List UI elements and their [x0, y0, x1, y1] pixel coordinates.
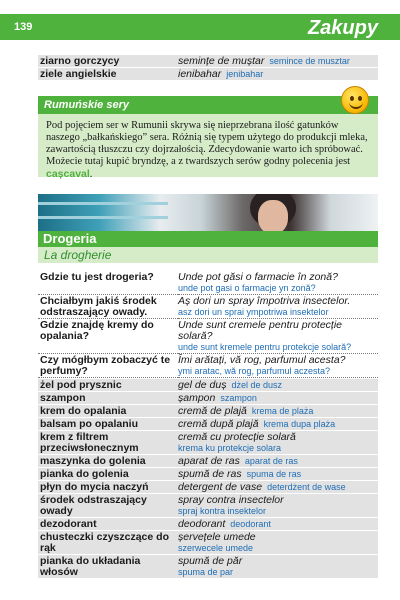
cheese-highlight: cașcaval: [46, 168, 90, 180]
pronunciation: szampon: [220, 393, 257, 403]
drogeria-title: Drogeria: [43, 231, 97, 246]
romanian-cell: [178, 68, 378, 81]
phrase-row: [38, 392, 378, 405]
polish-phrase: szampon: [38, 392, 178, 405]
romanian-cell: [178, 481, 378, 494]
pronunciation: dżel de dusz: [231, 380, 283, 390]
page-number: 139: [14, 21, 33, 33]
romanian-cell: [178, 354, 378, 378]
romanian-cell: [178, 555, 378, 579]
smiley-icon: [341, 86, 369, 114]
cheese-info-box: [38, 96, 378, 180]
phrase-row: [38, 555, 378, 579]
romanian-cell: [178, 468, 378, 481]
cheese-text-end: .: [89, 169, 93, 180]
romanian-phrase: cremă cu protecție solară: [178, 431, 296, 443]
phrase-row: [38, 494, 378, 518]
romanian-phrase: ienibahar: [178, 68, 222, 80]
pronunciation: krema dupa plaża: [263, 419, 336, 429]
phrase-row: [38, 481, 378, 494]
romanian-phrase: semințe de muștar: [178, 55, 265, 67]
romanian-phrase: deodorant: [178, 518, 226, 530]
romanian-cell: [178, 379, 378, 392]
phrase-row: [38, 271, 378, 295]
romanian-cell: [178, 455, 378, 468]
pronunciation: deodorant: [230, 519, 271, 529]
phrase-row: [38, 379, 378, 392]
pronunciation: deterdżent de wase: [267, 482, 346, 492]
polish-phrase: maszynka do golenia: [38, 455, 178, 468]
polish-phrase: Gdzie znajdę kremy do opalania?: [38, 319, 178, 354]
phrase-row: [38, 295, 378, 319]
drogeria-subtitle-bar: [38, 247, 378, 263]
pronunciation: unde sunt kremele pentru protekcje solară?: [178, 342, 352, 352]
phrase-row: [38, 468, 378, 481]
phrase-row: [38, 518, 378, 531]
polish-phrase: ziarno gorczycy: [38, 55, 178, 68]
polish-phrase: żel pod prysznic: [38, 379, 178, 392]
romanian-phrase: Unde pot găsi o farmacie în zonă?: [178, 271, 338, 283]
drogeria-header: [38, 231, 378, 247]
romanian-phrase: aparat de ras: [178, 455, 240, 467]
polish-phrase: ziele angielskie: [38, 68, 178, 81]
pronunciation: szerwecele umede: [178, 543, 254, 553]
romanian-cell: [178, 55, 378, 68]
drugstore-photo: [38, 194, 378, 231]
romanian-cell: [178, 405, 378, 418]
top-phrase-table: [38, 55, 378, 81]
polish-phrase: pianka do golenia: [38, 468, 178, 481]
romanian-phrase: cremă de plajă: [178, 405, 247, 417]
romanian-phrase: Unde sunt cremele pentru protecție solară?: [178, 319, 343, 342]
polish-phrase: krem do opalania: [38, 405, 178, 418]
polish-phrase: Czy mógłbym zobaczyć te perfumy?: [38, 354, 178, 378]
polish-phrase: dezodorant: [38, 518, 178, 531]
romanian-cell: [178, 392, 378, 405]
polish-phrase: środek odstraszający owady: [38, 494, 178, 518]
pronunciation: spuma de par: [178, 567, 234, 577]
cheese-box-text: [38, 114, 378, 180]
cheese-box-title: Rumuńskie sery: [44, 99, 129, 111]
phrase-row: [38, 455, 378, 468]
romanian-phrase: spumă de păr: [178, 555, 243, 567]
pronunciation: asz dori un sprai ympotriwa insektelor: [178, 307, 329, 317]
phrase-row: [38, 431, 378, 455]
romanian-phrase: detergent de vase: [178, 481, 263, 493]
romanian-cell: [178, 271, 378, 295]
phrase-row: [38, 531, 378, 555]
pronunciation: spraj kontra insektelor: [178, 506, 267, 516]
cheese-box-header: [38, 96, 378, 114]
romanian-phrase: Aș dori un spray împotriva insectelor.: [178, 295, 351, 307]
romanian-phrase: șervețele umede: [178, 531, 256, 543]
polish-phrase: Chciałbym jakiś środek odstraszający owady.: [38, 295, 178, 319]
polish-phrase: Gdzie tu jest drogeria?: [38, 271, 178, 295]
pronunciation: krema ku protekcje solara: [178, 443, 282, 453]
romanian-phrase: cremă după plajă: [178, 418, 259, 430]
romanian-cell: [178, 418, 378, 431]
drogeria-subtitle: La drogherie: [44, 248, 112, 262]
romanian-cell: [178, 319, 378, 354]
pronunciation: unde pot gasi o farmacje yn zonă?: [178, 283, 316, 293]
section-title: Zakupy: [307, 17, 378, 39]
polish-phrase: chusteczki czyszczące do rąk: [38, 531, 178, 555]
romanian-cell: [178, 431, 378, 455]
romanian-phrase: șampon: [178, 392, 216, 404]
polish-phrase: płyn do mycia naczyń: [38, 481, 178, 494]
polish-phrase: pianka do układania włosów: [38, 555, 178, 579]
romanian-cell: [178, 295, 378, 319]
phrase-row: [38, 418, 378, 431]
item-table: [38, 379, 378, 579]
pronunciation: krema de plaża: [251, 406, 314, 416]
pronunciation: semince de musztar: [269, 56, 350, 66]
romanian-cell: [178, 494, 378, 518]
question-table: [38, 271, 378, 378]
romanian-phrase: Îmi arătați, vă rog, parfumul acesta?: [178, 354, 346, 366]
polish-phrase: balsam po opalaniu: [38, 418, 178, 431]
pronunciation: spuma de ras: [246, 469, 302, 479]
romanian-cell: [178, 531, 378, 555]
phrase-row: [38, 319, 378, 354]
phrase-row: [38, 55, 378, 68]
phrase-row: [38, 405, 378, 418]
polish-phrase: krem z filtrem przeciwsłonecznym: [38, 431, 178, 455]
pronunciation: jenibahar: [226, 69, 264, 79]
romanian-phrase: spumă de ras: [178, 468, 242, 480]
cheese-text: Pod pojęciem ser w Rumunii skrywa się nieprzebrana ilość gatunków naszego „bałkańskiego” sera. Różnią się typem użytego do produkcji mleka, zawartością tłuszczu czy dojrzałością. Zdecydowanie warto ich spróbować. Możecie tutaj kupić bryndzę, a z twardszych serów godny polecenia jest: [46, 120, 368, 167]
page-header: [0, 0, 400, 40]
romanian-phrase: gel de duș: [178, 379, 227, 391]
phrase-row: [38, 354, 378, 378]
pronunciation: ymi aratac, wă rog, parfumul aczesta?: [178, 366, 331, 376]
pronunciation: aparat de ras: [244, 456, 298, 466]
romanian-cell: [178, 518, 378, 531]
romanian-phrase: spray contra insectelor: [178, 494, 284, 506]
phrase-row: [38, 68, 378, 81]
